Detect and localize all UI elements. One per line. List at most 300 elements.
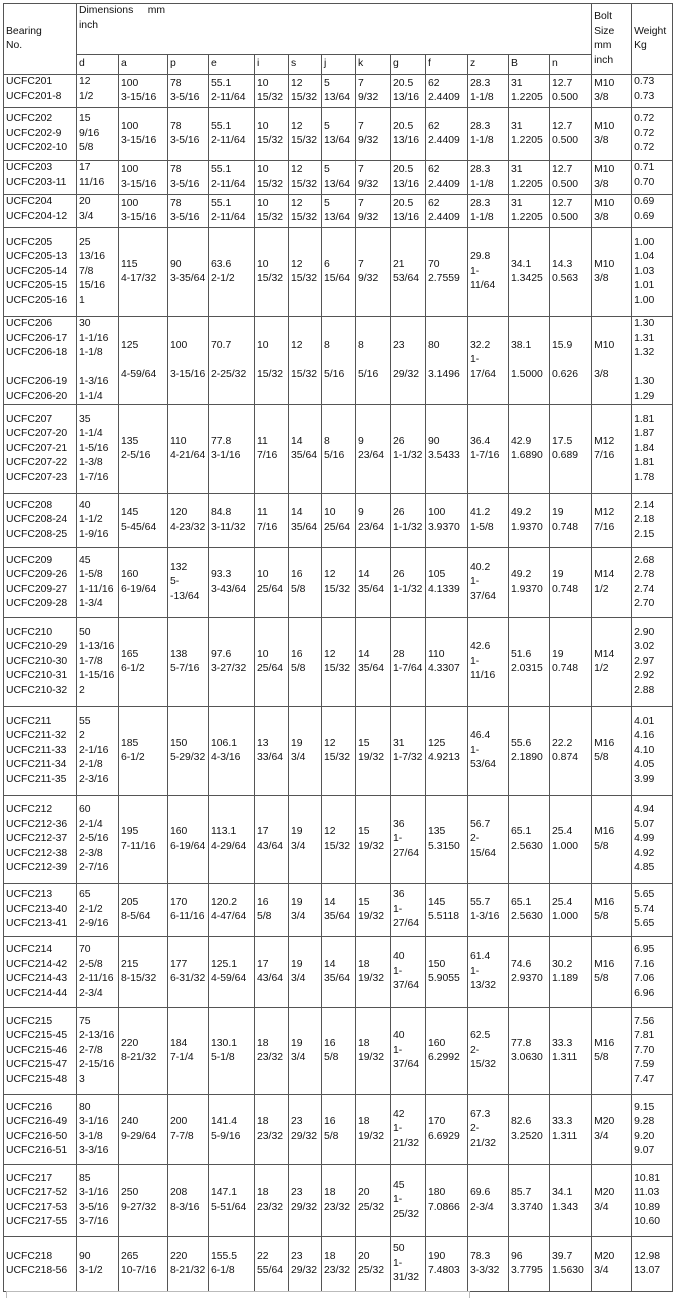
cell-s bbox=[289, 796, 322, 884]
cell-p bbox=[168, 707, 209, 796]
cell-line: 15 bbox=[358, 826, 370, 837]
cell-line: 1-1/32 bbox=[393, 521, 423, 533]
cell-bolt bbox=[592, 228, 632, 317]
cell-line: 11 bbox=[257, 435, 268, 447]
cell-i bbox=[255, 707, 289, 796]
cell-line: 4.1339 bbox=[428, 583, 460, 595]
cell-p bbox=[168, 317, 209, 405]
cell-line: 5/16 bbox=[324, 368, 345, 380]
cell-line: 1- bbox=[393, 1194, 403, 1206]
cell-line: 7.81 bbox=[634, 1030, 655, 1042]
cell-line: 8-21/32 bbox=[121, 1052, 157, 1063]
cell-line: 23/64 bbox=[358, 521, 385, 533]
cell-a bbox=[119, 884, 168, 937]
cell-i bbox=[255, 1165, 289, 1237]
cell-line: 18 bbox=[324, 1250, 336, 1262]
cell-j bbox=[322, 884, 356, 937]
cell-g bbox=[391, 195, 426, 228]
cell-d bbox=[77, 1237, 119, 1292]
header-text: Bolt bbox=[594, 11, 612, 22]
cell-line: 2.74 bbox=[634, 583, 655, 595]
cell-line: 120.2 bbox=[211, 896, 238, 908]
cell-z bbox=[468, 1008, 509, 1095]
cell-line: UCFC213-40 bbox=[6, 903, 68, 915]
cell-line: 0.69 bbox=[634, 210, 655, 222]
cell-line: 1.5630 bbox=[552, 1265, 584, 1276]
cell-line: 19 bbox=[291, 896, 303, 908]
cell-line: UCFC214-43 bbox=[6, 973, 68, 984]
cell-line: UCFC203-11 bbox=[6, 176, 67, 188]
cell-line: 65.1 bbox=[511, 896, 532, 908]
cell-j bbox=[322, 1165, 356, 1237]
cell-line: 1- bbox=[470, 655, 480, 667]
cell-n bbox=[550, 317, 592, 405]
cell-line: 115 bbox=[121, 258, 138, 270]
cell-i bbox=[255, 195, 289, 228]
cell-line: UCFC212-37 bbox=[6, 833, 68, 845]
cell-line: 6-1/2 bbox=[121, 752, 145, 763]
cell-line: 78 bbox=[170, 120, 182, 132]
cell-line: 4-29/64 bbox=[211, 840, 247, 852]
cell-line: 28.3 bbox=[470, 77, 491, 89]
cell-f bbox=[426, 494, 468, 548]
cell-j bbox=[322, 161, 356, 195]
cell-g bbox=[391, 937, 426, 1008]
cell-line: 12 bbox=[291, 258, 303, 270]
cell-line: 18 bbox=[358, 1116, 370, 1127]
cell-z bbox=[468, 317, 509, 405]
cell-line: M10 bbox=[594, 164, 615, 175]
cell-line: 23/32 bbox=[257, 1130, 284, 1142]
cell-line: 6-11/16 bbox=[170, 911, 205, 922]
cell-line: 0.689 bbox=[552, 450, 579, 461]
cell-k bbox=[356, 494, 391, 548]
cell-line: 40 bbox=[79, 499, 91, 511]
cell-line: 17 bbox=[257, 826, 269, 837]
cell-e bbox=[209, 161, 255, 195]
cell-line: 55.1 bbox=[211, 77, 232, 89]
cell-line: 55/64 bbox=[257, 1265, 284, 1276]
cell-line: 4-3/16 bbox=[211, 752, 241, 763]
cell-line: 23 bbox=[291, 1187, 303, 1198]
cell-line: 7.56 bbox=[634, 1015, 655, 1027]
cell-n bbox=[550, 1008, 592, 1095]
cell-e bbox=[209, 405, 255, 494]
cell-n bbox=[550, 494, 592, 548]
cell-n bbox=[550, 937, 592, 1008]
cell-line: 77.8 bbox=[211, 435, 232, 447]
column-header-a: a bbox=[119, 55, 168, 75]
cell-line: 12.98 bbox=[634, 1250, 661, 1262]
cell-e bbox=[209, 937, 255, 1008]
cell-n bbox=[550, 1095, 592, 1165]
cell-line: 19/32 bbox=[358, 973, 385, 984]
cell-line: 27/64 bbox=[393, 918, 420, 930]
cell-line: 1.00 bbox=[634, 236, 655, 248]
cell-a bbox=[119, 195, 168, 228]
cell-line: 1.000 bbox=[552, 911, 579, 922]
cell-line: 3-1/8 bbox=[79, 1130, 103, 1142]
cell-b bbox=[509, 937, 550, 1008]
cell-line: 45 bbox=[393, 1179, 405, 1191]
cell-line: 5.74 bbox=[634, 903, 655, 915]
cell-line: 19 bbox=[552, 507, 564, 518]
column-header-f: f bbox=[426, 55, 468, 75]
cell-bolt bbox=[592, 405, 632, 494]
cell-line: 130.1 bbox=[211, 1037, 238, 1049]
cell-line: 6.96 bbox=[634, 987, 655, 999]
cell-line: 25.4 bbox=[552, 826, 573, 837]
cell-i bbox=[255, 884, 289, 937]
cell-line: 9-27/32 bbox=[121, 1201, 157, 1213]
column-header-p: p bbox=[168, 55, 209, 75]
cell-f bbox=[426, 317, 468, 405]
cell-line: 13 bbox=[257, 737, 269, 749]
cell-line: 8 bbox=[358, 339, 364, 351]
cell-line: 1-13/16 bbox=[79, 641, 115, 653]
cell-line: UCFC207-20 bbox=[6, 428, 68, 440]
cell-d bbox=[77, 494, 119, 548]
cell-line: 78 bbox=[170, 197, 182, 209]
cell-line: 9/32 bbox=[358, 273, 379, 284]
cell-line: 2.1890 bbox=[511, 752, 543, 763]
cell-line: 6-1/8 bbox=[211, 1265, 235, 1276]
cell-i bbox=[255, 75, 289, 108]
cell-line: 33/64 bbox=[257, 752, 284, 763]
table-wrapper bbox=[3, 3, 673, 1292]
cell-line: M10 bbox=[594, 258, 615, 270]
cell-bearing bbox=[4, 494, 77, 548]
cell-line: 26 bbox=[393, 435, 405, 447]
cell-line: 78 bbox=[170, 164, 182, 175]
cell-line: 1-1/8 bbox=[79, 347, 103, 358]
cell-line: 155.5 bbox=[211, 1250, 238, 1262]
cell-line bbox=[324, 353, 355, 368]
cell-line: 55.1 bbox=[211, 164, 232, 175]
cell-line: 13/16 bbox=[79, 251, 106, 263]
column-header-i: i bbox=[255, 55, 289, 75]
cell-line: 1-7/16 bbox=[470, 450, 500, 461]
cell-line: UCFC209-27 bbox=[6, 583, 68, 595]
cell-line: 0.626 bbox=[552, 368, 579, 380]
cell-line: 10.81 bbox=[634, 1172, 661, 1184]
cell-line: 75 bbox=[79, 1015, 91, 1027]
cell-line: UCFC205 bbox=[6, 236, 53, 248]
cell-line: 41.2 bbox=[470, 507, 491, 518]
cell-line: 4-59/64 bbox=[121, 368, 157, 380]
cell-b bbox=[509, 1008, 550, 1095]
cell-e bbox=[209, 494, 255, 548]
cell-weight bbox=[632, 1165, 673, 1237]
cell-line: UCFC208-25 bbox=[6, 528, 68, 540]
cell-bearing bbox=[4, 548, 77, 618]
cell-line: 0.72 bbox=[634, 113, 655, 125]
cell-line: M16 bbox=[594, 737, 615, 749]
cell-line: 15/32 bbox=[291, 212, 318, 223]
cell-line: 1-15/16 bbox=[79, 670, 115, 682]
cell-g bbox=[391, 228, 426, 317]
cell-b bbox=[509, 228, 550, 317]
cell-line: 7.16 bbox=[634, 958, 655, 970]
cell-line: 7.47 bbox=[634, 1073, 655, 1085]
cell-line: 60 bbox=[79, 804, 91, 816]
cell-line: 12 bbox=[291, 339, 303, 351]
cell-line: UCFC215-46 bbox=[6, 1044, 68, 1056]
cell-line: 1- bbox=[470, 744, 480, 756]
cell-line: 7/16 bbox=[257, 450, 278, 461]
cell-line: 1-1/32 bbox=[393, 450, 423, 461]
cell-line: 3-7/16 bbox=[79, 1216, 109, 1227]
cell-line: UCFC209 bbox=[6, 554, 53, 566]
cell-line: 62.5 bbox=[470, 1030, 491, 1042]
cell-z bbox=[468, 161, 509, 195]
cell-line: 110 bbox=[170, 435, 187, 447]
cell-line: 5/8 bbox=[594, 973, 609, 984]
cell-line: 265 bbox=[121, 1250, 139, 1262]
column-header-n: n bbox=[550, 55, 592, 75]
cell-weight bbox=[632, 1237, 673, 1292]
cell-line: 2-5/16 bbox=[79, 833, 109, 845]
cell-s bbox=[289, 1165, 322, 1237]
cell-line bbox=[257, 353, 288, 368]
cell-p bbox=[168, 548, 209, 618]
cell-line: UCFC212-38 bbox=[6, 847, 68, 859]
table-row bbox=[4, 1237, 673, 1292]
cell-line: 2-1/2 bbox=[211, 273, 235, 284]
cell-i bbox=[255, 1095, 289, 1165]
cell-line: UCFC210-30 bbox=[6, 655, 68, 667]
cell-line: 5-45/64 bbox=[121, 521, 157, 533]
cell-line: 55.6 bbox=[511, 737, 532, 749]
cell-line: M16 bbox=[594, 826, 615, 837]
cell-j bbox=[322, 405, 356, 494]
cell-line: 62 bbox=[428, 197, 440, 209]
cell-line: 160 bbox=[121, 569, 139, 580]
cell-line: 9 bbox=[358, 435, 364, 447]
cell-line: 215 bbox=[121, 958, 139, 970]
cell-n bbox=[550, 548, 592, 618]
cell-line: 5.65 bbox=[634, 918, 655, 930]
cell-d bbox=[77, 618, 119, 707]
cell-g bbox=[391, 1095, 426, 1165]
cell-line: 19/32 bbox=[358, 1130, 385, 1142]
cell-e bbox=[209, 108, 255, 161]
cell-line: 13/64 bbox=[324, 178, 351, 190]
cell-line: 16 bbox=[324, 1037, 336, 1049]
cell-line: 25/32 bbox=[358, 1265, 385, 1276]
cell-line: 49.2 bbox=[511, 569, 532, 580]
cell-line: 11.03 bbox=[634, 1187, 660, 1198]
cell-line bbox=[594, 353, 631, 368]
cell-line: 10 bbox=[324, 507, 336, 518]
cell-line: 8-3/16 bbox=[170, 1201, 200, 1213]
cell-line: 19 bbox=[291, 826, 303, 837]
cell-weight bbox=[632, 195, 673, 228]
cell-bearing bbox=[4, 1237, 77, 1292]
cell-a bbox=[119, 1095, 168, 1165]
cell-k bbox=[356, 1237, 391, 1292]
cell-a bbox=[119, 228, 168, 317]
cell-z bbox=[468, 75, 509, 108]
header-text: Size bbox=[594, 25, 615, 37]
cell-line: 7.70 bbox=[634, 1044, 655, 1056]
cell-line: 55.7 bbox=[470, 896, 491, 908]
cell-a bbox=[119, 161, 168, 195]
cell-s bbox=[289, 707, 322, 796]
cell-line: 5/8 bbox=[594, 1052, 609, 1063]
cell-s bbox=[289, 1095, 322, 1165]
cell-line: 195 bbox=[121, 826, 139, 837]
cell-line: 3/4 bbox=[291, 973, 306, 984]
cell-line: 12 bbox=[324, 826, 336, 837]
cell-line: UCFC210-31 bbox=[6, 670, 68, 682]
cell-line: 2-7/8 bbox=[79, 1044, 103, 1056]
cell-line: 3-1/2 bbox=[79, 1265, 103, 1276]
cell-line: 1.2205 bbox=[511, 178, 543, 190]
cell-bolt bbox=[592, 195, 632, 228]
cell-line: 80 bbox=[79, 1101, 91, 1113]
cell-b bbox=[509, 707, 550, 796]
cell-line: 6.6929 bbox=[428, 1130, 460, 1142]
cell-line: M20 bbox=[594, 1250, 615, 1262]
cell-line: 205 bbox=[121, 896, 139, 908]
header-text: Dimensions mm bbox=[79, 5, 166, 16]
column-header-s: s bbox=[289, 55, 322, 75]
cell-line: 1- bbox=[470, 965, 480, 977]
cell-line: 15/32 bbox=[324, 663, 351, 674]
cell-line: 147.1 bbox=[211, 1187, 238, 1198]
table-row bbox=[4, 317, 673, 405]
cell-n bbox=[550, 228, 592, 317]
cell-line: 9.15 bbox=[634, 1101, 655, 1113]
cell-j bbox=[322, 548, 356, 618]
cell-line: UCFC217-55 bbox=[6, 1216, 68, 1227]
cell-j bbox=[322, 937, 356, 1008]
cell-line: 5/8 bbox=[594, 911, 609, 922]
cell-line: 15/32 bbox=[291, 92, 318, 103]
cell-line: 2-11/64 bbox=[211, 135, 246, 146]
cell-line bbox=[552, 353, 591, 368]
cell-line: 84.8 bbox=[211, 507, 232, 518]
cell-g bbox=[391, 108, 426, 161]
cell-line: 0.70 bbox=[634, 176, 655, 188]
cell-line: 170 bbox=[170, 896, 188, 908]
cell-line: 3/4 bbox=[291, 911, 306, 922]
cell-line: 5 bbox=[324, 77, 330, 89]
cell-line: 2.15 bbox=[634, 528, 655, 540]
cell-line: 19/32 bbox=[358, 1052, 385, 1063]
table-row bbox=[4, 796, 673, 884]
cell-g bbox=[391, 548, 426, 618]
cell-line: 2.5630 bbox=[511, 911, 543, 922]
cell-weight bbox=[632, 317, 673, 405]
cell-n bbox=[550, 884, 592, 937]
cell-line: 0.71 bbox=[634, 162, 655, 173]
cell-b bbox=[509, 1165, 550, 1237]
cell-line bbox=[79, 361, 118, 376]
cell-line: 5.3150 bbox=[428, 840, 460, 852]
cell-i bbox=[255, 228, 289, 317]
cell-line: 19 bbox=[291, 958, 303, 970]
bearing-dimensions-table bbox=[3, 3, 673, 1292]
cell-line: UCFC206 bbox=[6, 318, 53, 329]
cell-line: 35/64 bbox=[358, 663, 385, 674]
cell-line: UCFC210-29 bbox=[6, 641, 68, 653]
cell-f bbox=[426, 884, 468, 937]
cell-line: 46.4 bbox=[470, 730, 491, 742]
cell-f bbox=[426, 405, 468, 494]
header-text: Kg bbox=[634, 40, 647, 51]
cell-line: 10 bbox=[257, 648, 269, 660]
cell-line: 3-15/16 bbox=[170, 368, 206, 380]
column-header-e: e bbox=[209, 55, 255, 75]
cell-line: UCFC205-14 bbox=[6, 265, 68, 277]
cell-k bbox=[356, 108, 391, 161]
cell-line: 3/4 bbox=[79, 210, 94, 222]
cell-line: 62 bbox=[428, 77, 440, 89]
cell-line: 7-1/4 bbox=[170, 1052, 194, 1063]
cell-bearing bbox=[4, 75, 77, 108]
header-text: Weight bbox=[634, 25, 667, 37]
cell-bolt bbox=[592, 1237, 632, 1292]
cell-s bbox=[289, 195, 322, 228]
cell-line: 2-9/16 bbox=[79, 918, 109, 930]
cell-j bbox=[322, 1008, 356, 1095]
cell-line: 5/8 bbox=[594, 752, 609, 763]
cell-line: 1.189 bbox=[552, 973, 579, 984]
cell-line: 1/2 bbox=[79, 90, 94, 102]
cell-line: 17/64 bbox=[470, 368, 497, 380]
cell-line: 7/16 bbox=[594, 450, 615, 461]
cell-line: 2.4409 bbox=[428, 135, 460, 146]
cell-line bbox=[511, 353, 549, 368]
cell-bolt bbox=[592, 707, 632, 796]
cell-line: 37/64 bbox=[393, 980, 420, 992]
cell-line: 9 bbox=[358, 507, 364, 518]
cell-line: 10 bbox=[257, 120, 269, 132]
cell-line: 16 bbox=[324, 1116, 336, 1127]
cell-d bbox=[77, 108, 119, 161]
cell-line: 1- bbox=[393, 965, 403, 977]
cell-line: 1.343 bbox=[552, 1201, 579, 1213]
cell-line: 2.92 bbox=[634, 670, 655, 682]
cell-line: UCFC216-51 bbox=[6, 1145, 68, 1156]
cell-s bbox=[289, 317, 322, 405]
cell-line: 35/64 bbox=[291, 450, 318, 461]
cell-line: 35/64 bbox=[358, 583, 385, 595]
cell-line: M10 bbox=[594, 339, 615, 351]
cell-line: 100 bbox=[121, 77, 139, 89]
cell-z bbox=[468, 195, 509, 228]
cell-n bbox=[550, 1165, 592, 1237]
cell-p bbox=[168, 618, 209, 707]
cell-line: 3 bbox=[79, 1073, 85, 1085]
cell-line: UCFC206-18 bbox=[6, 347, 68, 358]
cell-line: 27/64 bbox=[393, 847, 420, 859]
cell-bolt bbox=[592, 548, 632, 618]
cell-line: 0.563 bbox=[552, 273, 579, 284]
cell-z bbox=[468, 884, 509, 937]
cell-line: 185 bbox=[121, 737, 139, 749]
cell-line: 0.500 bbox=[552, 178, 579, 190]
cell-line: 19 bbox=[552, 569, 564, 580]
cell-line: 15.9 bbox=[552, 339, 573, 351]
cell-line: 23/64 bbox=[358, 450, 385, 461]
cell-line: 11 bbox=[257, 507, 268, 518]
cell-bearing bbox=[4, 195, 77, 228]
table-row bbox=[4, 1008, 673, 1095]
cell-a bbox=[119, 75, 168, 108]
